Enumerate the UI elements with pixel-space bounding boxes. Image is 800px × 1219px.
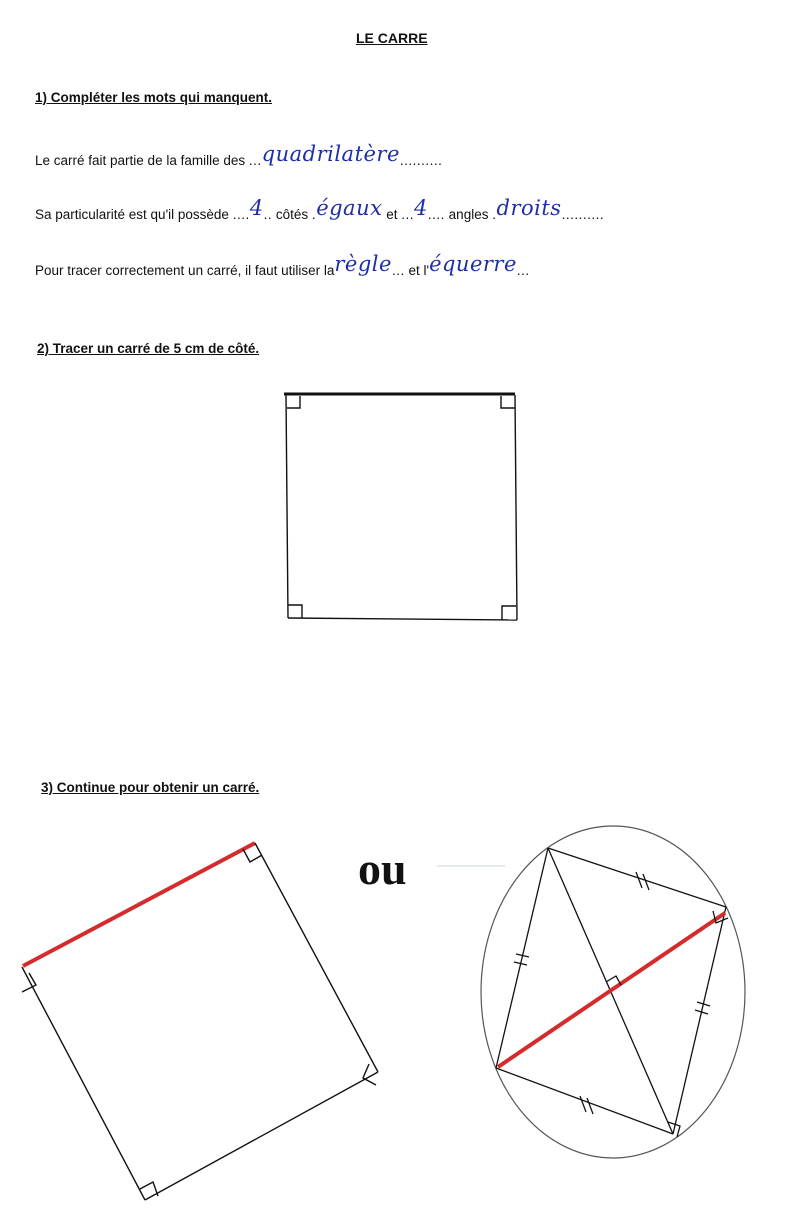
tilted-square <box>22 843 378 1200</box>
section-1-heading: 1) Compléter les mots qui manquent. <box>35 90 273 105</box>
answer-regle: règle <box>334 252 392 276</box>
right-angle-mark <box>287 396 300 408</box>
dots: .. <box>263 207 273 222</box>
square-right-side <box>515 395 517 620</box>
answer-4-angles: 4 <box>414 196 428 220</box>
line-2-text: Sa particularité est qu'il possède <box>35 207 229 222</box>
dots: . <box>492 207 497 222</box>
line-3-text: Pour tracer correctement un carré, il faut utiliser la <box>35 263 335 278</box>
line-1-text: Le carré fait partie de la famille des <box>35 153 246 168</box>
answer-4-sides: 4 <box>249 196 264 220</box>
circle-construction <box>437 826 745 1158</box>
dots: .... <box>232 207 250 222</box>
right-angle-mark <box>288 605 302 618</box>
dots: ... <box>391 263 405 278</box>
dots: ... <box>516 263 530 278</box>
dots: ... <box>248 153 262 168</box>
right-angle-mark <box>501 396 515 408</box>
square-side <box>145 1072 378 1200</box>
given-side-red <box>23 843 255 966</box>
section-2-heading: 2) Tracer un carré de 5 cm de côté. <box>37 341 260 356</box>
dots: .......... <box>399 153 443 168</box>
tick-mark <box>587 1098 593 1114</box>
tick-mark <box>636 872 642 888</box>
quad-side <box>496 848 548 1068</box>
answer-equerre: équerre <box>429 252 517 276</box>
dots: . <box>311 207 317 222</box>
square-side <box>22 967 145 1200</box>
tick-mark <box>580 1096 586 1112</box>
dots: .... <box>427 207 445 222</box>
section-3-heading: 3) Continue pour obtenir un carré. <box>41 780 260 795</box>
quad-side <box>548 848 726 907</box>
page-title: LE CARRE <box>356 30 428 46</box>
right-angle-mark <box>502 606 516 620</box>
answer-droits: droits <box>496 196 562 220</box>
quad-side <box>496 1068 673 1134</box>
word-et-l: et l' <box>408 263 430 278</box>
answer-egaux: égaux <box>316 196 383 220</box>
square-bottom-side <box>288 618 517 620</box>
drawn-square <box>284 394 517 620</box>
dots: ... <box>401 207 415 222</box>
tick-mark <box>643 874 649 890</box>
answer-quadrilatere: quadrilatère <box>261 142 400 166</box>
word-angles: angles <box>448 207 489 222</box>
square-left-side <box>286 395 288 618</box>
ou-label: ou <box>358 843 407 894</box>
dots: .......... <box>561 207 605 222</box>
given-diagonal-red <box>498 913 725 1067</box>
circle <box>481 826 745 1158</box>
word-cotes: côtés <box>275 207 309 222</box>
word-et: et <box>386 207 398 222</box>
